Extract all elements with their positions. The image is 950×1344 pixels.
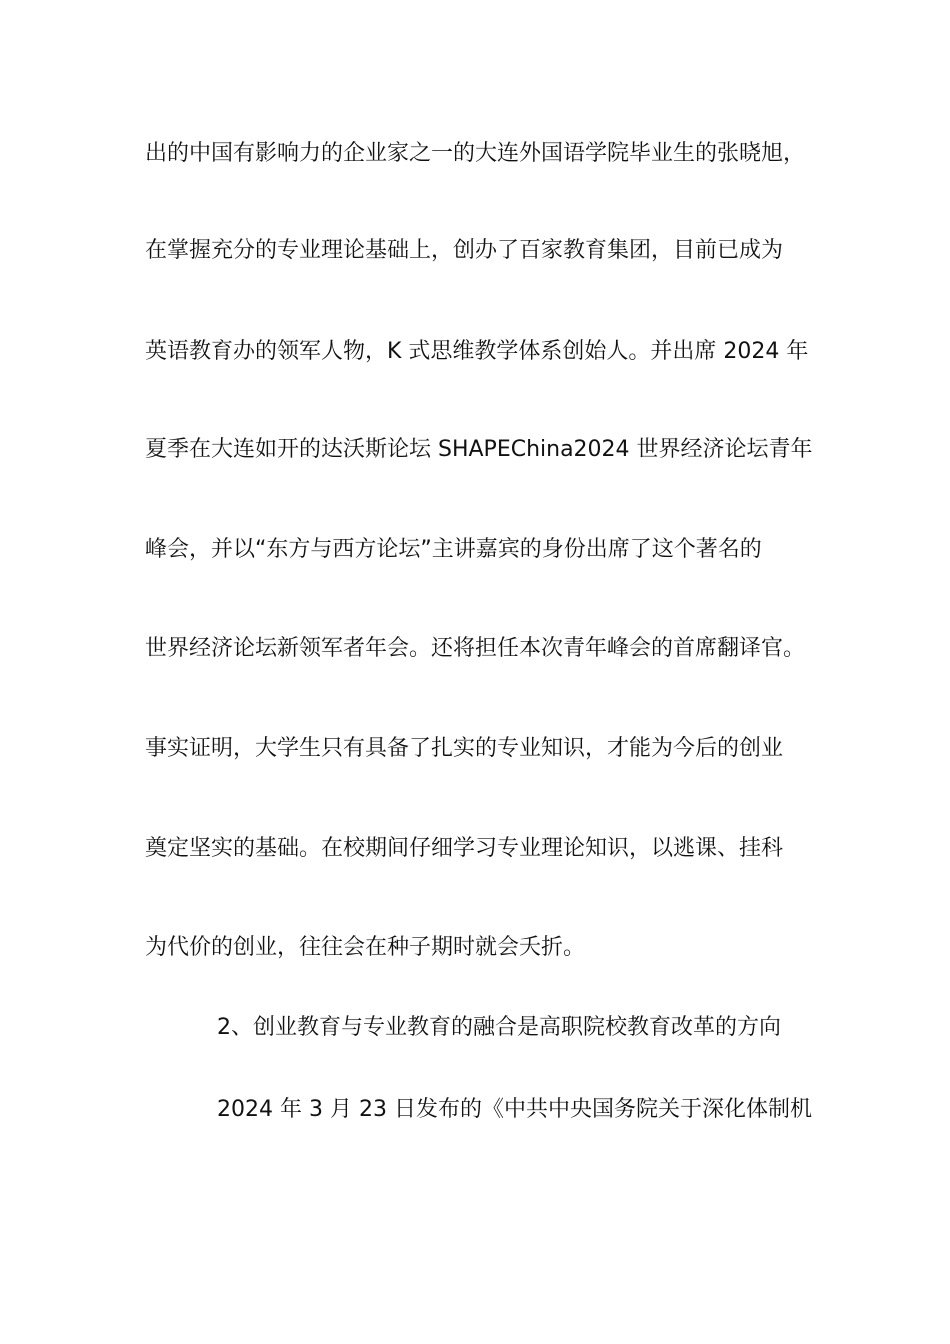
paragraph-first-line: 2024 年 3 月 23 日发布的《中共中央国务院关于深化体制机 bbox=[217, 1097, 812, 1122]
body-text-line: 出的中国有影响力的企业家之一的大连外国语学院毕业生的张晓旭， bbox=[145, 141, 806, 166]
body-text-line: 英语教育办的领军人物，K 式思维教学体系创始人。并出席 2024 年 bbox=[145, 339, 809, 364]
body-text-line: 事实证明，大学生只有具备了扎实的专业知识，才能为今后的创业 bbox=[145, 736, 784, 761]
body-text-line: 奠定坚实的基础。在校期间仔细学习专业理论知识，以逃课、挂科 bbox=[145, 836, 784, 861]
section-heading: 2、创业教育与专业教育的融合是高职院校教育改革的方向 bbox=[217, 1015, 781, 1040]
body-text-line: 为代价的创业，往往会在种子期时就会夭折。 bbox=[145, 935, 586, 960]
body-text-line: 世界经济论坛新领军者年会。还将担任本次青年峰会的首席翻译官。 bbox=[145, 636, 806, 661]
body-text-line: 峰会，并以“东方与西方论坛”主讲嘉宾的身份出席了这个著名的 bbox=[145, 537, 762, 562]
body-text-line: 夏季在大连如开的达沃斯论坛 SHAPEChina2024 世界经济论坛青年 bbox=[145, 437, 813, 462]
body-text-line: 在掌握充分的专业理论基础上，创办了百家教育集团，目前已成为 bbox=[145, 238, 784, 263]
